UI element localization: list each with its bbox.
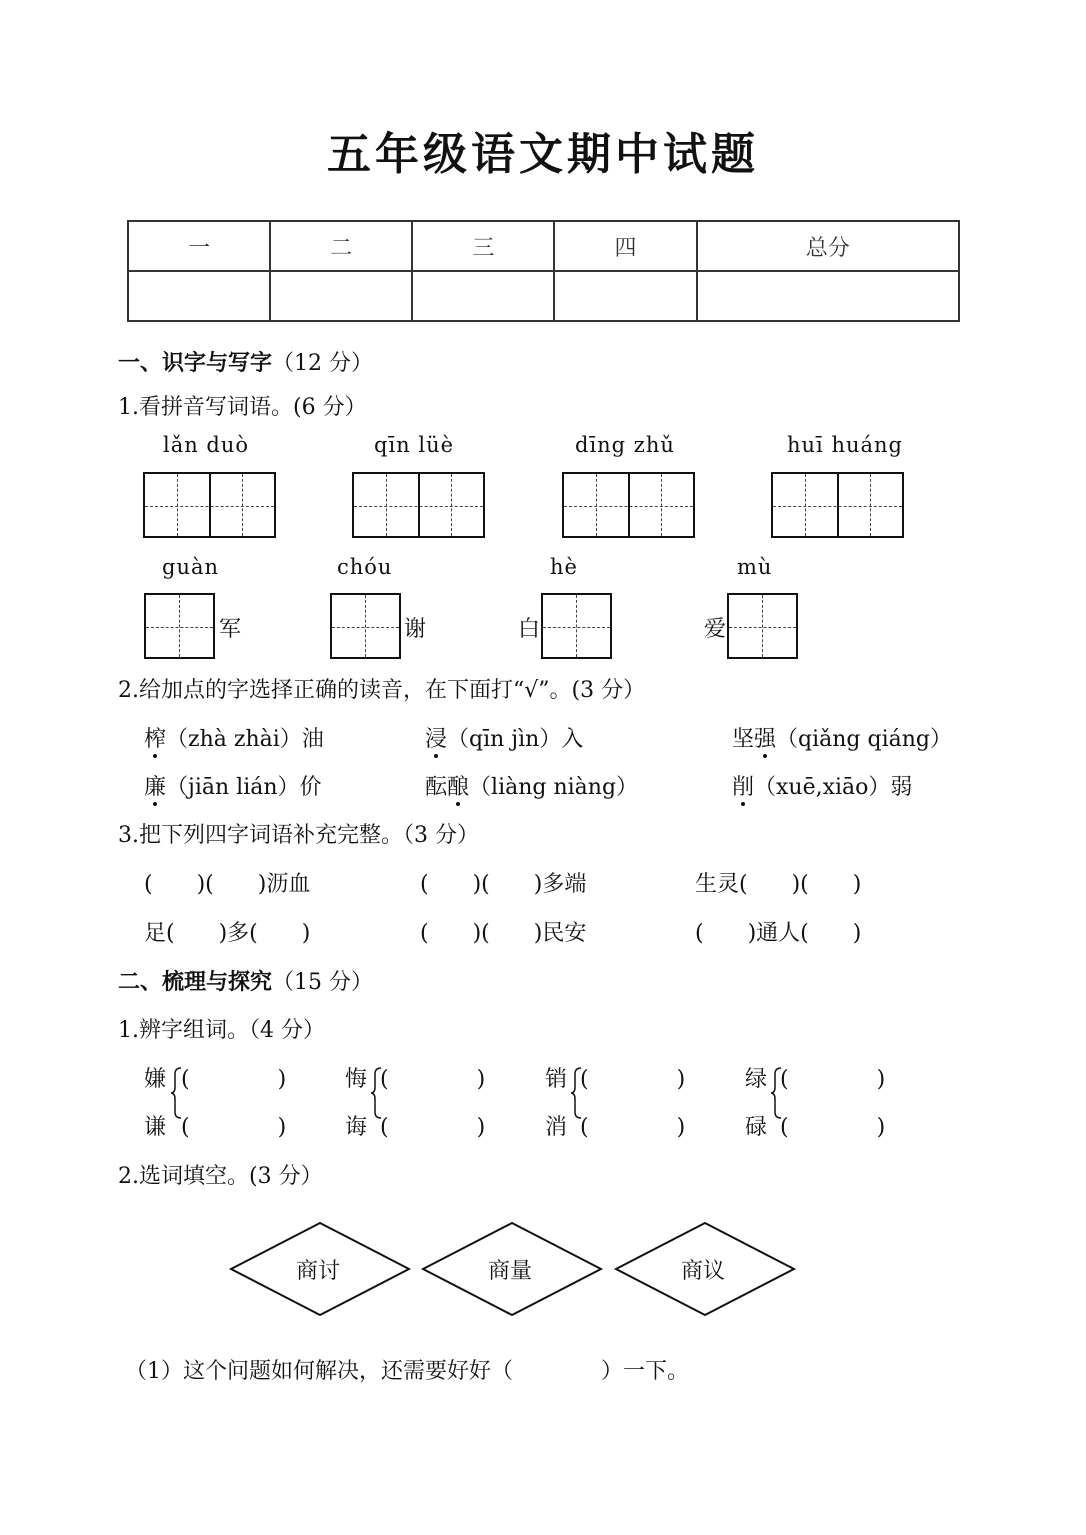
idiom-blank-1[interactable]: ( )( )沥血 <box>144 872 311 897</box>
score-cell-total[interactable] <box>697 271 959 321</box>
pair-4-bottom-char: 碌 <box>745 1115 768 1140</box>
pronunciation-item-6[interactable] <box>732 770 912 801</box>
dotted-char: 酿 <box>447 775 470 800</box>
word-option-3[interactable]: 商议 <box>681 1259 726 1284</box>
idiom-blank-5[interactable]: ( )( )民安 <box>420 921 587 946</box>
idiom-blank-3[interactable]: 生灵( )( ) <box>695 872 862 897</box>
idiom-blank-6[interactable]: ( )通人( ) <box>695 921 862 946</box>
score-cell-2[interactable] <box>270 271 412 321</box>
pair-2-top-blank[interactable]: ( ) <box>380 1067 486 1092</box>
writing-grid-single-1[interactable] <box>144 593 215 659</box>
item-options: （liàng niàng） <box>469 775 639 800</box>
section1-points: （12 分） <box>272 351 374 376</box>
pinyin-word-1: lǎn duò <box>163 433 250 457</box>
score-cell-1[interactable] <box>128 271 270 321</box>
pinyin-single-4: mù <box>737 555 773 579</box>
idiom-blank-4[interactable]: 足( )多( ) <box>144 921 311 946</box>
score-header-4: 四 <box>554 221 696 271</box>
q1-label: 1.看拼音写词语。(6 分） <box>118 395 367 420</box>
score-cell-3[interactable] <box>412 271 554 321</box>
writing-grid-single-2[interactable] <box>330 593 401 659</box>
pinyin-word-3: dīng zhǔ <box>575 433 675 457</box>
pinyin-single-2: chóu <box>337 555 393 579</box>
dotted-char: 浸 <box>425 727 448 752</box>
dotted-char: 廉 <box>144 775 167 800</box>
pair-3-top-blank[interactable]: ( ) <box>580 1067 686 1092</box>
word-option-1[interactable]: 商讨 <box>296 1259 341 1284</box>
dotted-char: 削 <box>732 775 755 800</box>
writing-grid-single-3[interactable] <box>541 593 612 659</box>
score-header-2: 二 <box>270 221 412 271</box>
section1-heading-text: 一、识字与写字 <box>118 351 273 376</box>
pinyin-word-2: qīn lüè <box>374 433 455 457</box>
item-options: （qiǎng qiáng） <box>776 727 952 752</box>
pair-3-bottom-char: 消 <box>545 1115 568 1140</box>
pronunciation-item-4[interactable] <box>144 770 322 801</box>
writing-grid-word-3[interactable] <box>562 472 695 538</box>
pinyin-single-3: hè <box>550 555 578 579</box>
writing-grid-word-1[interactable] <box>143 472 276 538</box>
pronunciation-item-1[interactable] <box>144 722 324 753</box>
item-pre: 酝 <box>425 775 448 800</box>
idiom-blank-2[interactable]: ( )( )多端 <box>420 872 587 897</box>
pair-2-top-char: 悔 <box>345 1067 368 1092</box>
word-option-2[interactable]: 商量 <box>488 1259 533 1284</box>
section2-heading <box>118 965 373 996</box>
pronunciation-item-2[interactable] <box>425 722 583 753</box>
writing-grid-word-4[interactable] <box>771 472 904 538</box>
pair-1-bottom-char: 谦 <box>144 1115 167 1140</box>
score-header-3: 三 <box>412 221 554 271</box>
single-char-4: 爱 <box>704 617 727 642</box>
item-options: （qīn jìn）入 <box>447 727 584 752</box>
score-cell-4[interactable] <box>554 271 696 321</box>
pair-1-top-char: 嫌 <box>144 1067 167 1092</box>
writing-grid-single-4[interactable] <box>727 593 798 659</box>
pair-3-bottom-blank[interactable]: ( ) <box>580 1115 686 1140</box>
item-options: （jiān lián）价 <box>166 775 322 800</box>
section1-heading <box>118 346 373 377</box>
page-title: 五年级语文期中试题 <box>327 129 759 180</box>
pair-3-top-char: 销 <box>545 1067 568 1092</box>
pinyin-single-1: guàn <box>162 555 220 579</box>
q2-label: 2.给加点的字选择正确的读音，在下面打“√”。(3 分） <box>118 678 646 703</box>
pair-2-bottom-char: 诲 <box>345 1115 368 1140</box>
section2-heading-text: 二、梳理与探究 <box>118 970 273 995</box>
item-pre: 坚 <box>732 727 755 752</box>
s2-q2-label: 2.选词填空。(3 分） <box>118 1164 323 1189</box>
section2-points: （15 分） <box>272 970 374 995</box>
single-char-2: 谢 <box>404 617 427 642</box>
pair-4-bottom-blank[interactable]: ( ) <box>780 1115 886 1140</box>
pair-4-top-char: 绿 <box>745 1067 768 1092</box>
pair-2-bottom-blank[interactable]: ( ) <box>380 1115 486 1140</box>
fill-sentence-1[interactable]: （1）这个问题如何解决，还需要好好（ ）一下。 <box>125 1359 689 1384</box>
q3-label: 3.把下列四字词语补充完整。（3 分） <box>118 823 479 848</box>
dotted-char: 强 <box>754 727 777 752</box>
score-header-1: 一 <box>128 221 270 271</box>
pronunciation-item-3[interactable] <box>732 722 952 753</box>
dotted-char: 榨 <box>144 727 167 752</box>
s2-q1-label: 1.辨字组词。（4 分） <box>118 1018 325 1043</box>
single-char-1: 军 <box>219 617 242 642</box>
pinyin-word-4: huī huáng <box>787 433 903 457</box>
score-table <box>127 220 960 322</box>
score-header-total: 总分 <box>697 221 959 271</box>
pair-4-top-blank[interactable]: ( ) <box>780 1067 886 1092</box>
item-options: （xuē,xiāo）弱 <box>754 775 913 800</box>
pair-1-bottom-blank[interactable]: ( ) <box>181 1115 287 1140</box>
pronunciation-item-5[interactable] <box>425 770 638 801</box>
pair-1-top-blank[interactable]: ( ) <box>181 1067 287 1092</box>
writing-grid-word-2[interactable] <box>352 472 485 538</box>
single-char-3: 白 <box>518 617 541 642</box>
item-options: （zhà zhài）油 <box>166 727 324 752</box>
